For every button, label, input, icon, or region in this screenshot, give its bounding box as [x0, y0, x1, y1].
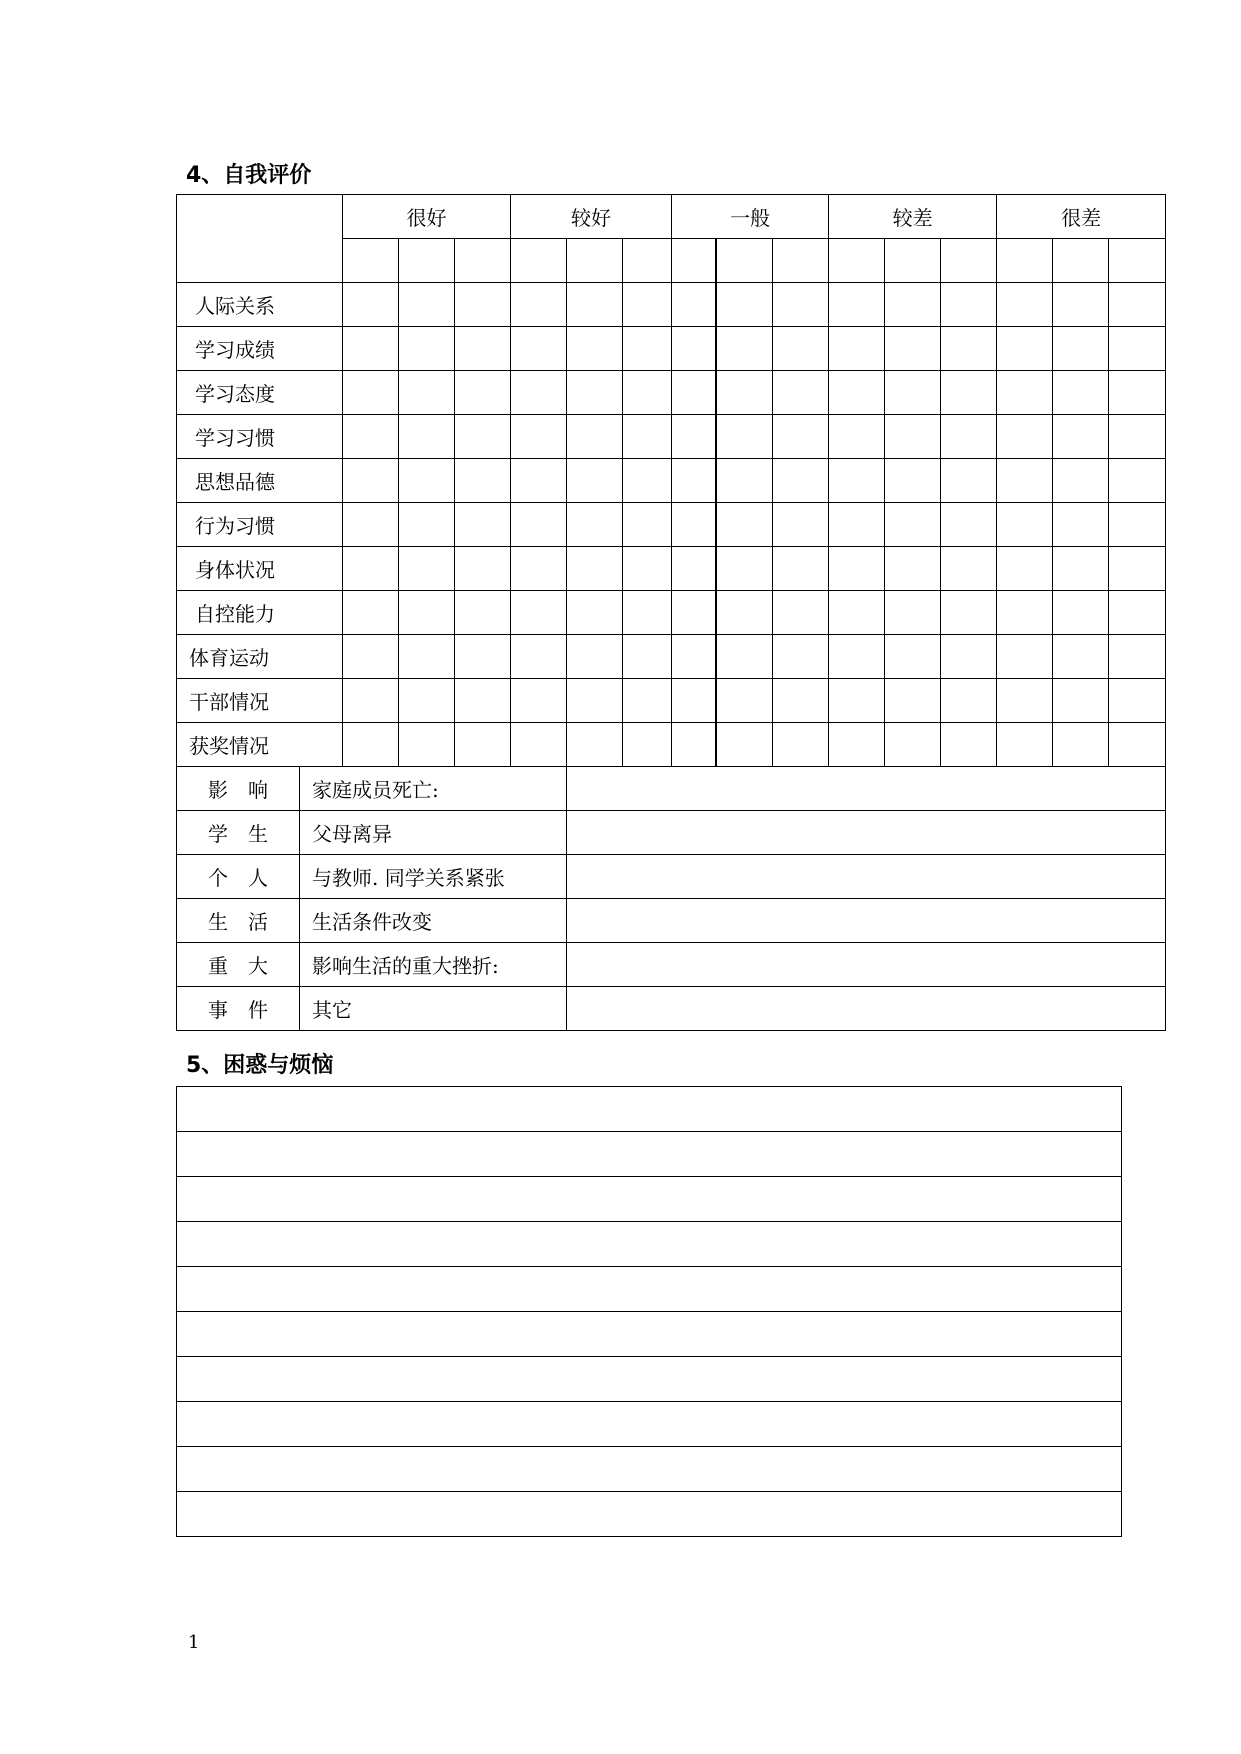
rating-check-cell[interactable] [829, 503, 885, 547]
rating-sub-cell[interactable] [672, 239, 716, 283]
rating-header-row [177, 195, 1166, 239]
rating-check-cell[interactable] [941, 371, 997, 415]
rating-check-cell[interactable] [997, 503, 1053, 547]
life-event-label: 生活条件改变 [300, 899, 567, 943]
rating-check-cell[interactable] [672, 679, 716, 723]
rating-check-cell[interactable] [997, 459, 1053, 503]
evaluation-row [177, 371, 1166, 415]
rating-check-cell[interactable] [716, 723, 773, 767]
worries-lines-table [176, 1086, 1122, 1537]
worries-line [177, 1447, 1122, 1492]
rating-check-cell[interactable] [623, 635, 672, 679]
rating-check-cell[interactable] [1109, 459, 1166, 503]
rating-sub-cell[interactable] [1109, 239, 1166, 283]
side-char: 生 [248, 822, 268, 846]
life-event-side-label [177, 943, 300, 987]
rating-check-cell[interactable] [773, 723, 829, 767]
side-char: 个 [208, 866, 228, 890]
life-event-answer-cell[interactable] [567, 943, 1166, 987]
evaluation-row [177, 283, 1166, 327]
rating-check-cell[interactable] [623, 459, 672, 503]
rating-check-cell[interactable] [511, 503, 567, 547]
rating-check-cell[interactable] [399, 415, 455, 459]
rating-check-cell[interactable] [773, 547, 829, 591]
rating-check-cell[interactable] [941, 283, 997, 327]
rating-check-cell[interactable] [829, 547, 885, 591]
life-event-row [177, 767, 1166, 811]
rating-check-cell[interactable] [997, 591, 1053, 635]
rating-check-cell[interactable] [997, 547, 1053, 591]
rating-check-cell[interactable] [399, 459, 455, 503]
life-event-answer-cell[interactable] [567, 767, 1166, 811]
evaluation-item-label: 人际关系 [177, 283, 343, 327]
rating-check-cell[interactable] [1053, 415, 1109, 459]
rating-check-cell[interactable] [997, 679, 1053, 723]
rating-check-cell[interactable] [511, 723, 567, 767]
rating-check-cell[interactable] [343, 591, 399, 635]
rating-check-cell[interactable] [885, 503, 941, 547]
worries-line-cell[interactable] [177, 1402, 1122, 1447]
evaluation-item-label: 体育运动 [177, 635, 343, 679]
rating-check-cell[interactable] [399, 283, 455, 327]
rating-check-cell[interactable] [885, 371, 941, 415]
rating-check-cell[interactable] [885, 635, 941, 679]
evaluation-item-label: 获奖情况 [177, 723, 343, 767]
rating-check-cell[interactable] [1109, 723, 1166, 767]
rating-check-cell[interactable] [623, 283, 672, 327]
evaluation-item-label: 自控能力 [177, 591, 343, 635]
side-char: 生 [208, 910, 228, 934]
rating-check-cell[interactable] [455, 503, 511, 547]
rating-check-cell[interactable] [829, 283, 885, 327]
rating-check-cell[interactable] [399, 723, 455, 767]
rating-check-cell[interactable] [343, 723, 399, 767]
rating-check-cell[interactable] [941, 327, 997, 371]
rating-check-cell[interactable] [716, 503, 773, 547]
rating-check-cell[interactable] [1053, 503, 1109, 547]
life-event-side-label [177, 899, 300, 943]
worries-line-cell[interactable] [177, 1132, 1122, 1177]
worries-line-cell[interactable] [177, 1177, 1122, 1222]
worries-line [177, 1357, 1122, 1402]
evaluation-item-label: 学习态度 [177, 371, 343, 415]
rating-sub-cell[interactable] [773, 239, 829, 283]
rating-sub-cell[interactable] [455, 239, 511, 283]
life-event-side-label [177, 811, 300, 855]
worries-line [177, 1402, 1122, 1447]
rating-check-cell[interactable] [997, 327, 1053, 371]
evaluation-item-label: 思想品德 [177, 459, 343, 503]
rating-check-cell[interactable] [455, 723, 511, 767]
rating-check-cell[interactable] [829, 371, 885, 415]
rating-check-cell[interactable] [455, 591, 511, 635]
page-number: 1 [188, 1632, 200, 1653]
life-event-side-label [177, 767, 300, 811]
rating-check-cell[interactable] [716, 283, 773, 327]
rating-check-cell[interactable] [829, 591, 885, 635]
rating-check-cell[interactable] [1109, 591, 1166, 635]
rating-check-cell[interactable] [455, 327, 511, 371]
rating-check-cell[interactable] [672, 415, 716, 459]
life-event-row [177, 943, 1166, 987]
worries-line [177, 1132, 1122, 1177]
rating-check-cell[interactable] [716, 635, 773, 679]
rating-check-cell[interactable] [511, 679, 567, 723]
life-event-answer-cell[interactable] [567, 855, 1166, 899]
rating-check-cell[interactable] [829, 415, 885, 459]
evaluation-item-label: 行为习惯 [177, 503, 343, 547]
rating-check-cell[interactable] [623, 371, 672, 415]
life-event-label: 影响生活的重大挫折: [300, 943, 567, 987]
evaluation-row [177, 679, 1166, 723]
rating-check-cell[interactable] [623, 547, 672, 591]
rating-sub-cell[interactable] [511, 239, 567, 283]
rating-check-cell[interactable] [716, 679, 773, 723]
rating-check-cell[interactable] [1109, 283, 1166, 327]
worries-line [177, 1087, 1122, 1132]
evaluation-row [177, 723, 1166, 767]
life-event-side-label [177, 987, 300, 1031]
rating-check-cell[interactable] [567, 635, 623, 679]
rating-check-cell[interactable] [343, 371, 399, 415]
evaluation-row [177, 415, 1166, 459]
side-char: 大 [248, 954, 268, 978]
rating-check-cell[interactable] [399, 635, 455, 679]
rating-check-cell[interactable] [1053, 283, 1109, 327]
rating-check-cell[interactable] [343, 283, 399, 327]
rating-check-cell[interactable] [511, 415, 567, 459]
rating-check-cell[interactable] [1109, 679, 1166, 723]
rating-sub-cell[interactable] [343, 239, 399, 283]
rating-check-cell[interactable] [672, 283, 716, 327]
worries-line-cell[interactable] [177, 1267, 1122, 1312]
worries-line [177, 1312, 1122, 1357]
side-char: 事 [208, 998, 228, 1022]
rating-check-cell[interactable] [567, 547, 623, 591]
rating-check-cell[interactable] [1109, 371, 1166, 415]
rating-check-cell[interactable] [1053, 371, 1109, 415]
rating-check-cell[interactable] [343, 635, 399, 679]
rating-check-cell[interactable] [716, 547, 773, 591]
life-event-label: 其它 [300, 987, 567, 1031]
rating-check-cell[interactable] [343, 503, 399, 547]
rating-check-cell[interactable] [672, 503, 716, 547]
rating-check-cell[interactable] [885, 283, 941, 327]
self-evaluation-table [176, 194, 1166, 1031]
rating-sub-cell[interactable] [716, 239, 773, 283]
rating-check-cell[interactable] [885, 459, 941, 503]
life-event-answer-cell[interactable] [567, 899, 1166, 943]
rating-check-cell[interactable] [623, 679, 672, 723]
rating-check-cell[interactable] [511, 371, 567, 415]
rating-check-cell[interactable] [716, 415, 773, 459]
section-5-title: 5、困惑与烦恼 [186, 1053, 334, 1078]
rating-sub-cell[interactable] [399, 239, 455, 283]
rating-check-cell[interactable] [716, 327, 773, 371]
evaluation-item-label: 学习成绩 [177, 327, 343, 371]
rating-check-cell[interactable] [997, 415, 1053, 459]
rating-check-cell[interactable] [399, 371, 455, 415]
rating-check-cell[interactable] [455, 635, 511, 679]
rating-check-cell[interactable] [1053, 327, 1109, 371]
corner-cell [177, 195, 343, 283]
evaluation-row [177, 547, 1166, 591]
worries-line-cell[interactable] [177, 1312, 1122, 1357]
rating-check-cell[interactable] [672, 371, 716, 415]
life-event-answer-cell[interactable] [567, 987, 1166, 1031]
rating-check-cell[interactable] [1053, 635, 1109, 679]
rating-check-cell[interactable] [773, 371, 829, 415]
rating-check-cell[interactable] [455, 679, 511, 723]
rating-check-cell[interactable] [997, 283, 1053, 327]
rating-check-cell[interactable] [343, 415, 399, 459]
rating-check-cell[interactable] [623, 723, 672, 767]
rating-check-cell[interactable] [511, 547, 567, 591]
rating-header: 较差 [829, 195, 997, 239]
life-event-label: 家庭成员死亡: [300, 767, 567, 811]
rating-check-cell[interactable] [567, 679, 623, 723]
side-char: 响 [248, 778, 268, 802]
rating-check-cell[interactable] [941, 459, 997, 503]
rating-check-cell[interactable] [941, 547, 997, 591]
rating-check-cell[interactable] [672, 327, 716, 371]
evaluation-row [177, 459, 1166, 503]
rating-check-cell[interactable] [511, 635, 567, 679]
rating-check-cell[interactable] [829, 635, 885, 679]
rating-check-cell[interactable] [343, 547, 399, 591]
life-event-label: 父母离异 [300, 811, 567, 855]
evaluation-item-label: 学习习惯 [177, 415, 343, 459]
rating-check-cell[interactable] [941, 591, 997, 635]
rating-check-cell[interactable] [399, 591, 455, 635]
rating-check-cell[interactable] [567, 371, 623, 415]
rating-check-cell[interactable] [455, 547, 511, 591]
rating-header: 一般 [672, 195, 829, 239]
rating-check-cell[interactable] [941, 635, 997, 679]
worries-line-cell[interactable] [177, 1087, 1122, 1132]
rating-check-cell[interactable] [455, 415, 511, 459]
rating-check-cell[interactable] [672, 459, 716, 503]
worries-line [177, 1177, 1122, 1222]
rating-check-cell[interactable] [1109, 327, 1166, 371]
rating-check-cell[interactable] [511, 283, 567, 327]
side-char: 影 [208, 778, 228, 802]
life-event-row [177, 811, 1166, 855]
side-char: 重 [208, 954, 228, 978]
rating-check-cell[interactable] [885, 723, 941, 767]
side-char: 活 [248, 910, 268, 934]
rating-check-cell[interactable] [399, 679, 455, 723]
rating-check-cell[interactable] [773, 415, 829, 459]
rating-check-cell[interactable] [567, 415, 623, 459]
rating-check-cell[interactable] [885, 679, 941, 723]
rating-check-cell[interactable] [672, 723, 716, 767]
rating-check-cell[interactable] [455, 283, 511, 327]
rating-check-cell[interactable] [623, 327, 672, 371]
rating-check-cell[interactable] [997, 371, 1053, 415]
rating-check-cell[interactable] [511, 327, 567, 371]
rating-check-cell[interactable] [1053, 459, 1109, 503]
life-event-row [177, 987, 1166, 1031]
rating-check-cell[interactable] [773, 283, 829, 327]
rating-check-cell[interactable] [672, 635, 716, 679]
life-event-side-label [177, 855, 300, 899]
rating-check-cell[interactable] [623, 503, 672, 547]
life-event-label: 与教师. 同学关系紧张 [300, 855, 567, 899]
rating-sub-cell[interactable] [1053, 239, 1109, 283]
rating-check-cell[interactable] [567, 591, 623, 635]
rating-check-cell[interactable] [623, 415, 672, 459]
rating-sub-cell[interactable] [623, 239, 672, 283]
rating-check-cell[interactable] [997, 723, 1053, 767]
rating-check-cell[interactable] [885, 547, 941, 591]
rating-check-cell[interactable] [829, 723, 885, 767]
worries-line [177, 1267, 1122, 1312]
rating-check-cell[interactable] [1109, 503, 1166, 547]
rating-check-cell[interactable] [455, 459, 511, 503]
evaluation-row [177, 635, 1166, 679]
rating-check-cell[interactable] [511, 591, 567, 635]
rating-header: 较好 [511, 195, 672, 239]
rating-sub-cell[interactable] [997, 239, 1053, 283]
life-event-row [177, 899, 1166, 943]
rating-check-cell[interactable] [455, 371, 511, 415]
rating-check-cell[interactable] [399, 327, 455, 371]
evaluation-row [177, 503, 1166, 547]
evaluation-row [177, 591, 1166, 635]
rating-header: 很好 [343, 195, 511, 239]
rating-check-cell[interactable] [773, 459, 829, 503]
rating-check-cell[interactable] [997, 635, 1053, 679]
rating-check-cell[interactable] [399, 547, 455, 591]
worries-line [177, 1222, 1122, 1267]
rating-check-cell[interactable] [567, 283, 623, 327]
rating-check-cell[interactable] [343, 679, 399, 723]
rating-check-cell[interactable] [1109, 635, 1166, 679]
rating-check-cell[interactable] [716, 459, 773, 503]
rating-check-cell[interactable] [941, 415, 997, 459]
rating-check-cell[interactable] [1109, 547, 1166, 591]
rating-check-cell[interactable] [885, 591, 941, 635]
rating-sub-cell[interactable] [885, 239, 941, 283]
rating-check-cell[interactable] [1053, 591, 1109, 635]
rating-check-cell[interactable] [1053, 547, 1109, 591]
evaluation-item-label: 身体状况 [177, 547, 343, 591]
rating-check-cell[interactable] [829, 459, 885, 503]
side-char: 学 [208, 822, 228, 846]
rating-check-cell[interactable] [773, 591, 829, 635]
rating-check-cell[interactable] [885, 415, 941, 459]
life-event-answer-cell[interactable] [567, 811, 1166, 855]
rating-check-cell[interactable] [773, 503, 829, 547]
rating-check-cell[interactable] [829, 327, 885, 371]
worries-line-cell[interactable] [177, 1222, 1122, 1267]
rating-check-cell[interactable] [716, 591, 773, 635]
rating-check-cell[interactable] [343, 327, 399, 371]
rating-check-cell[interactable] [567, 503, 623, 547]
worries-line [177, 1492, 1122, 1537]
evaluation-item-label: 干部情况 [177, 679, 343, 723]
rating-sub-cell[interactable] [567, 239, 623, 283]
rating-check-cell[interactable] [773, 679, 829, 723]
rating-check-cell[interactable] [672, 547, 716, 591]
rating-sub-cell[interactable] [941, 239, 997, 283]
worries-line-cell[interactable] [177, 1492, 1122, 1537]
rating-check-cell[interactable] [1109, 415, 1166, 459]
rating-check-cell[interactable] [343, 459, 399, 503]
life-event-row [177, 855, 1166, 899]
rating-sub-cell[interactable] [829, 239, 885, 283]
rating-check-cell[interactable] [941, 679, 997, 723]
rating-check-cell[interactable] [1053, 679, 1109, 723]
rating-check-cell[interactable] [511, 459, 567, 503]
rating-check-cell[interactable] [773, 327, 829, 371]
rating-check-cell[interactable] [567, 459, 623, 503]
rating-check-cell[interactable] [773, 635, 829, 679]
rating-check-cell[interactable] [829, 679, 885, 723]
rating-check-cell[interactable] [672, 591, 716, 635]
rating-check-cell[interactable] [941, 723, 997, 767]
section-4-title: 4、自我评价 [186, 163, 312, 188]
side-char: 人 [248, 866, 268, 890]
rating-check-cell[interactable] [716, 371, 773, 415]
rating-check-cell[interactable] [623, 591, 672, 635]
rating-check-cell[interactable] [567, 327, 623, 371]
evaluation-row [177, 327, 1166, 371]
rating-check-cell[interactable] [399, 503, 455, 547]
side-char: 件 [248, 998, 268, 1022]
rating-check-cell[interactable] [885, 327, 941, 371]
rating-check-cell[interactable] [941, 503, 997, 547]
rating-check-cell[interactable] [1053, 723, 1109, 767]
rating-check-cell[interactable] [567, 723, 623, 767]
worries-line-cell[interactable] [177, 1447, 1122, 1492]
worries-line-cell[interactable] [177, 1357, 1122, 1402]
rating-header: 很差 [997, 195, 1166, 239]
